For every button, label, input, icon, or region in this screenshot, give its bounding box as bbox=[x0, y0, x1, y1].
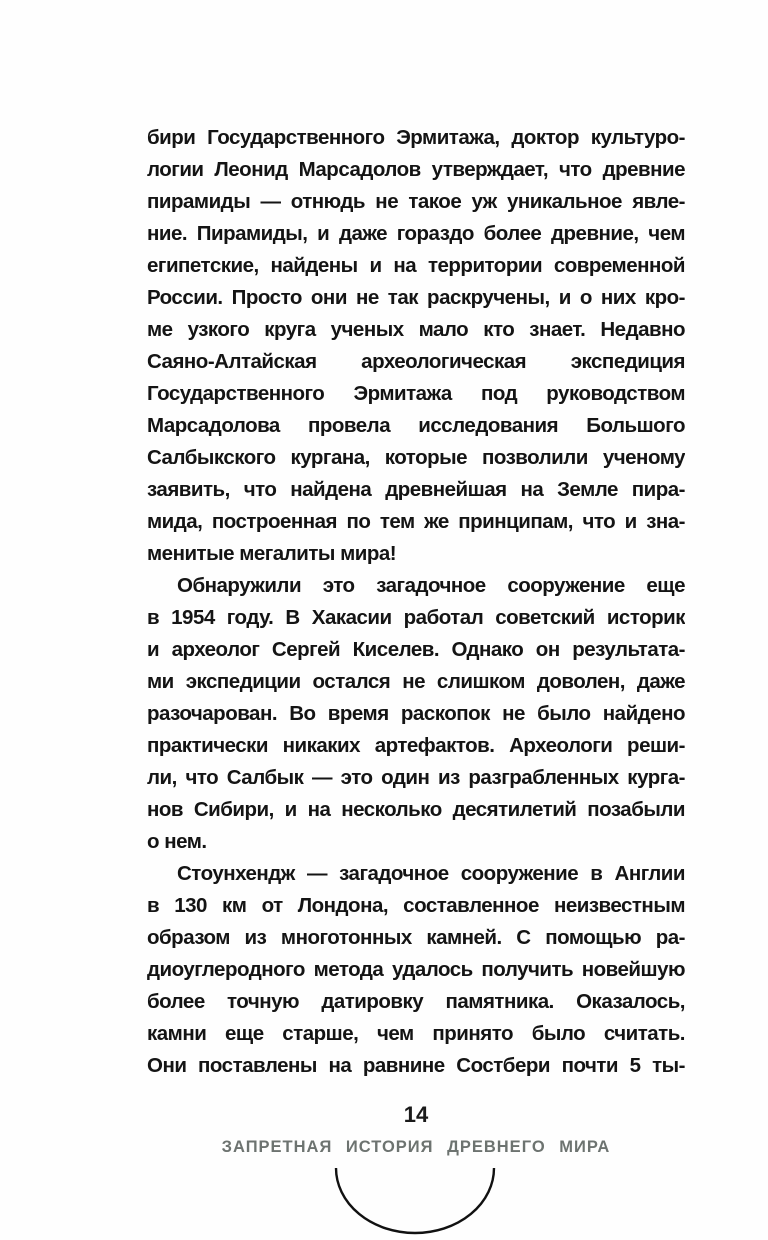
text-line: разочарован. Во время раскопок не было найдено bbox=[147, 702, 685, 725]
paragraph bbox=[147, 122, 685, 570]
text-line: практически никаких артефактов. Археологи реши- bbox=[147, 734, 685, 757]
text-line: Государственного Эрмитажа под руководством bbox=[147, 382, 685, 405]
text-line: в 130 км от Лондона, составленное неизвестным bbox=[147, 894, 685, 917]
text-line: ли, что Салбык — это один из разграбленных курга- bbox=[147, 766, 685, 789]
text-line: более точную датировку памятника. Оказалось, bbox=[147, 990, 685, 1013]
text-line: Стоунхендж — загадочное сооружение в Англии bbox=[177, 862, 685, 885]
paragraph bbox=[147, 858, 685, 1082]
text-line: Саяно-Алтайская археологическая экспедиция bbox=[147, 350, 685, 373]
text-line: России. Просто они не так раскручены, и о них кро- bbox=[147, 286, 685, 309]
text-line: диоуглеродного метода удалось получить новейшую bbox=[147, 958, 685, 981]
text-block bbox=[147, 122, 685, 1082]
text-line: и археолог Сергей Киселев. Однако он результата- bbox=[147, 638, 685, 661]
page-number: 14 bbox=[403, 1102, 429, 1127]
page-footer bbox=[147, 1100, 685, 1157]
text-line: о нем. bbox=[147, 830, 207, 853]
arc-ornament-icon bbox=[332, 1163, 498, 1240]
text-line: ми экспедиции остался не слишком доволен, даже bbox=[147, 670, 685, 693]
text-line: нов Сибири, и на несколько десятилетий позабыли bbox=[147, 798, 685, 821]
text-line: в 1954 году. В Хакасии работал советский историк bbox=[147, 606, 685, 629]
text-line: Салбыкского кургана, которые позволили ученому bbox=[147, 446, 685, 469]
text-line: пирамиды — отнюдь не такое уж уникальное явле- bbox=[147, 190, 685, 213]
text-line: камни еще старше, чем принято было считать. bbox=[147, 1022, 685, 1045]
running-title: ЗАПРЕТНАЯ ИСТОРИЯ ДРЕВНЕГО МИРА bbox=[221, 1138, 611, 1156]
arc-ornament bbox=[332, 1163, 498, 1240]
text-line: образом из многотонных камней. С помощью ра- bbox=[147, 926, 685, 949]
text-line: мида, построенная по тем же принципам, что и зна- bbox=[147, 510, 685, 533]
text-line: менитые мегалиты мира! bbox=[147, 542, 397, 565]
paragraph bbox=[147, 570, 685, 858]
text-line: Они поставлены на равнине Состбери почти 5 ты- bbox=[147, 1054, 685, 1077]
text-line: Обнаружили это загадочное сооружение еще bbox=[177, 574, 685, 597]
text-line: египетские, найдены и на территории современной bbox=[147, 254, 685, 277]
text-line: логии Леонид Марсадолов утверждает, что древние bbox=[147, 158, 685, 181]
text-line: бири Государственного Эрмитажа, доктор культуро- bbox=[147, 126, 685, 149]
text-line: заявить, что найдена древнейшая на Земле пира- bbox=[147, 478, 685, 501]
text-line: ме узкого круга ученых мало кто знает. Недавно bbox=[147, 318, 685, 341]
text-line: ние. Пирамиды, и даже гораздо более древние, чем bbox=[147, 222, 685, 245]
text-line: Марсадолова провела исследования Большого bbox=[147, 414, 685, 437]
